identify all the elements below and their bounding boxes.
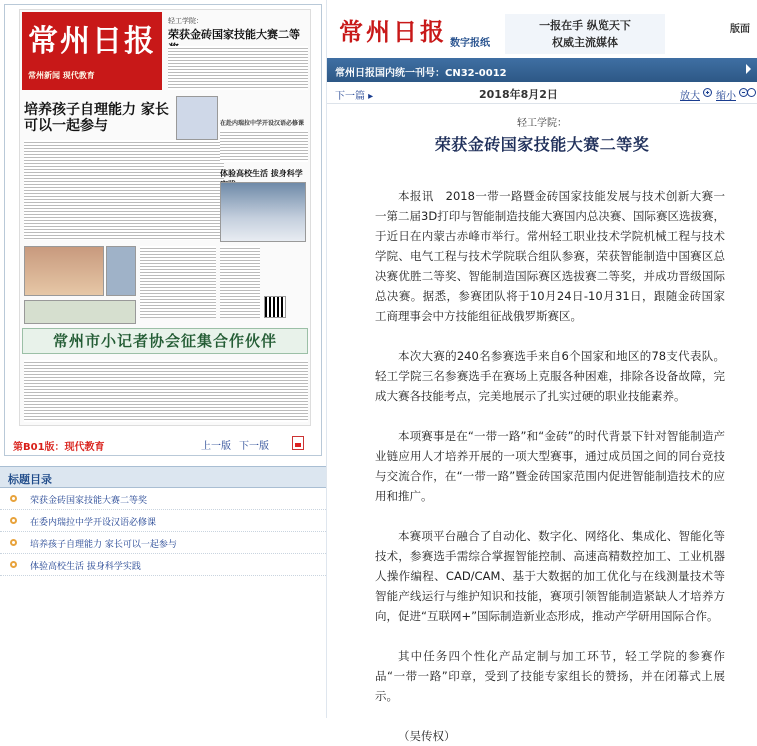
- next-article-link[interactable]: 下一篇 ▸: [335, 91, 374, 102]
- site-logo[interactable]: 常州日报: [339, 17, 447, 46]
- toc-item-label: 在委内瑞拉中学开设汉语必修课: [30, 518, 157, 528]
- article-body: [375, 186, 725, 746]
- article-nav: [327, 82, 757, 104]
- thumbnail-top-kicker: 轻工学院：: [168, 17, 203, 25]
- article-content: [327, 104, 757, 743]
- article-byline: （吴传权）: [398, 729, 456, 743]
- edition-label: 第B01版：现代教育: [13, 442, 105, 453]
- article-panel: [326, 0, 756, 743]
- bullet-icon: [10, 495, 17, 502]
- article-paragraph: 本项赛事是在“一带一路”和“金砖”的时代背景下针对智能制造产业链应用人才培养开展的一项大型赛事，通过成员国之间的同台竞技与交流合作，在“一带一路”暨金砖国家范围内促进智能制造技术的应用和推广。: [375, 429, 725, 503]
- toc-item-label: 体验高校生活 拔身科学实践: [30, 562, 141, 572]
- article-paragraph: 本报讯 2018一带一路暨金砖国家技能发展与技术创新大赛一一第二届3D打印与智能制造技能大赛国内总决赛、国际赛区选拔赛，于近日在内蒙古赤峰市举行。常州轻工职业技术学院机械工程与技术学院、电气工程与技术学院联合组队参赛，荣获智能制造中国赛区总决赛优胜二等奖、智能制造国际赛区选拔赛二等奖，并成功晋级国际总决赛。据悉，参赛团队将于10月24日-10月31日，跟随金砖国家工商理事会中方技能组征战俄罗斯赛区。: [375, 189, 725, 323]
- newspaper-page-thumbnail[interactable]: [19, 9, 311, 426]
- toc-item[interactable]: [0, 488, 326, 510]
- issn-text: 常州日报国内统一刊号：CN32-0012: [335, 68, 507, 79]
- thumbnail-photo: [176, 96, 218, 140]
- thumbnail-text-block: [24, 140, 224, 240]
- table-of-contents: [0, 466, 326, 576]
- thumbnail-top-title: 荣获金砖国家技能大赛二等: [168, 28, 300, 41]
- article-kicker: 轻工学院：: [517, 118, 567, 129]
- reset-zoom-icon[interactable]: [747, 88, 756, 97]
- toc-item[interactable]: [0, 532, 326, 554]
- bullet-icon: [10, 561, 17, 568]
- thumbnail-text-block: [220, 130, 308, 162]
- slogan-box: [505, 14, 665, 54]
- qr-code-icon: [264, 296, 286, 318]
- thumbnail-text-block: [24, 360, 308, 422]
- site-logo-subtitle: 数字报纸: [450, 38, 490, 49]
- thumbnail-text-block: [168, 46, 308, 90]
- page-thumbnail-frame: [4, 4, 322, 456]
- left-panel: [0, 0, 326, 718]
- article-headline: 荣获金砖国家技能大赛二等奖: [434, 135, 650, 154]
- thumbnail-right-headline[interactable]: 体验高校生活 拔身科学: [220, 169, 303, 178]
- thumbnail-text-block: [140, 246, 216, 318]
- thumbnail-children-photo: [24, 246, 104, 296]
- thumbnail-lab-photo: [220, 182, 306, 242]
- toc-item[interactable]: [0, 510, 326, 532]
- article-paragraph: 其中任务四个性化产品定制与加工环节，轻工学院的参赛作品“一带一路”印章，受到了技能专家组长的赞扬，并在闭幕式上展示。: [375, 649, 725, 703]
- layout-link[interactable]: 版面: [730, 24, 750, 35]
- site-header: [327, 0, 757, 58]
- thumbnail-photo: [24, 300, 136, 324]
- thumbnail-masthead: [22, 12, 162, 90]
- prev-page-link[interactable]: 上一版: [201, 441, 231, 452]
- toc-item-label: 培养孩子自理能力 家长可以一起参与: [30, 540, 177, 550]
- article-paragraph: 本赛项平台融合了自动化、数字化、网络化、集成化、智能化等技术，参赛选手需综合掌握智能控制、高速高精数控加工、工业机器人操作编程、CAD/CAM、基于大数据的加工优化与在线测量技术等智能产线运行与维护知识和技能，赛项引领智能制造紧缺人才培养方向，促进“互联网+”国际制造新业态形成，推动产学研用国际合作。: [375, 529, 725, 623]
- issn-bar: [327, 58, 757, 82]
- thumbnail-masthead-title: 常州日报: [28, 24, 156, 59]
- bullet-icon: [10, 539, 17, 546]
- pdf-icon[interactable]: [292, 436, 304, 450]
- bullet-icon: [10, 517, 17, 524]
- slogan-line: 一报在手 纵览天下: [539, 19, 631, 32]
- thumbnail-photo: [106, 246, 136, 296]
- toc-item[interactable]: [0, 554, 326, 576]
- thumbnail-main-headline[interactable]: 培养孩子自理能力 家长可以一起参与: [24, 102, 169, 134]
- zoom-out-link[interactable]: 缩小: [716, 91, 736, 102]
- arrow-right-icon[interactable]: [746, 64, 751, 74]
- thumbnail-mid-headline[interactable]: 在赴内瑞拉中学开设汉语必修课: [220, 120, 305, 127]
- edition-bar: [11, 436, 323, 452]
- zoom-in-icon[interactable]: [703, 88, 712, 97]
- next-page-link[interactable]: 下一版: [239, 441, 269, 452]
- thumbnail-banner[interactable]: 常州市小记者协会征集合作伙伴: [22, 328, 308, 354]
- thumbnail-text-block: [220, 246, 260, 318]
- article-paragraph: 本次大赛的240名参赛选手来自6个国家和地区的78支代表队。轻工学院三名参赛选手在赛场上克服各种困难，排除各设备故障，完成大赛各技能考点，完美地展示了扎实过硬的职业技能素养。: [375, 349, 725, 403]
- zoom-in-link[interactable]: 放大: [680, 91, 700, 102]
- toc-title: 标题目录: [0, 466, 326, 488]
- toc-item-label: 荣获金砖国家技能大赛二等奖: [30, 496, 148, 506]
- thumbnail-masthead-sub: 常州新闻 现代教育: [28, 71, 95, 80]
- slogan-line: 权威主流媒体: [552, 36, 618, 49]
- issue-date: 2018年8月2日: [479, 88, 558, 101]
